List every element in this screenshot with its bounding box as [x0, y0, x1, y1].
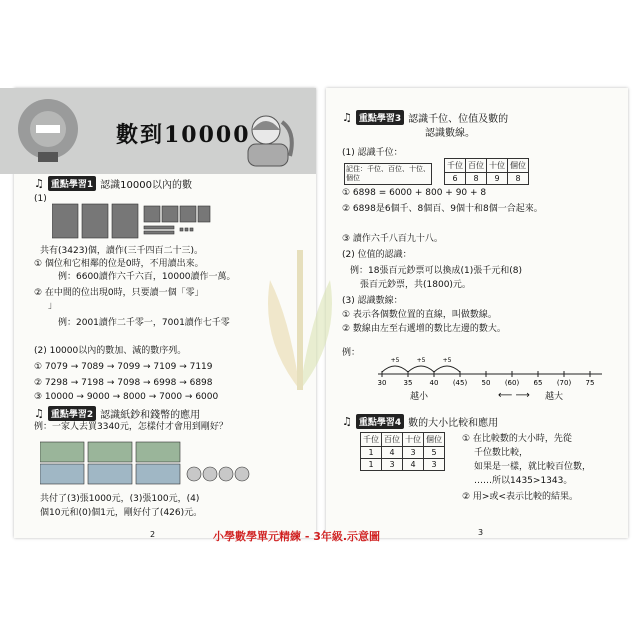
- example-label: 例：: [342, 348, 361, 358]
- section-1-heading: [34, 176, 192, 191]
- number-sequence: ③ 10000 → 9000 → 8000 → 7000 → 6000: [34, 392, 219, 402]
- money-illustration: [40, 440, 250, 486]
- table-cell: 8: [508, 173, 529, 185]
- rule-text: ① 表示各個數位置的直線，叫做數線。: [342, 310, 497, 320]
- section-title: 認識紙鈔和錢幣的應用: [100, 410, 201, 421]
- rule-text: ① 個位和它相鄰的位是0時，不用讀出來。: [34, 259, 204, 269]
- number-line-label: 30: [377, 379, 387, 386]
- section-tag: 重點學習2: [48, 406, 96, 421]
- page-number: 3: [478, 528, 484, 537]
- section-subtitle: 認識數線。: [425, 128, 475, 139]
- section-tag: 重點學習3: [356, 110, 404, 125]
- rule-text: ② 在中間的位出現0時，只要讀一個「零」: [34, 288, 204, 298]
- music-note-icon: ♫: [342, 111, 352, 124]
- table-header: 個位: [424, 433, 445, 447]
- table-cell: 4: [403, 459, 424, 471]
- count-text: 共有(3423)個，讀作(三千四百二十三)。: [40, 246, 203, 256]
- rule-text: ② 數線由左至右遞增的數比左邊的數大。: [342, 324, 506, 334]
- section-tag: 重點學習4: [356, 414, 404, 429]
- example-text: 例：18張百元鈔票可以換成(1)張千元和(8): [350, 266, 522, 276]
- section-title: 認識千位、位值及數的: [408, 114, 509, 125]
- number-line-label: 35: [403, 379, 413, 386]
- number-line: [372, 356, 608, 386]
- explanation-text: ② 6898是6個千、8個百、9個十和8個一合起來。: [342, 204, 543, 214]
- table-header: 十位: [487, 159, 508, 173]
- table-header: 百位: [382, 433, 403, 447]
- number-line-label: (45): [452, 379, 468, 386]
- item-number: (1) 認識千位：: [342, 148, 403, 158]
- table-cell: 9: [487, 173, 508, 185]
- item-number: (2) 10000以內的數加、減的數序列。: [34, 346, 187, 356]
- number-line-label: 50: [481, 379, 491, 386]
- table-header: 千位: [445, 159, 466, 173]
- table-header: 個位: [508, 159, 529, 173]
- item-number: (2) 位值的認識：: [342, 250, 412, 260]
- table-cell: 1: [361, 459, 382, 471]
- jump-arc: [434, 366, 460, 372]
- example-text: 例：2001讀作二千零一，7001讀作七千零: [58, 318, 230, 328]
- music-note-icon: ♫: [34, 177, 44, 190]
- example-text: 例：6600讀作六千六百，10000讀作一萬。: [58, 272, 236, 282]
- table-cell: 1: [361, 447, 382, 459]
- reading-text: ③ 讀作六千八百九十八。: [342, 234, 443, 244]
- page-number: 2: [150, 530, 156, 539]
- table-cell: 6: [445, 173, 466, 185]
- answer-text: 個10元和(0)個1元，剛好付了(426)元。: [40, 508, 203, 518]
- example-text: 張百元鈔票，共(1800)元。: [360, 280, 471, 290]
- note-text: ① 在比較數的大小時，先從: [462, 434, 572, 444]
- section-3-heading: [342, 110, 508, 125]
- table-cell: 3: [403, 447, 424, 459]
- table-header: 十位: [403, 433, 424, 447]
- question-text: 例：一家人去買3340元，怎樣付才會用到剛好？: [34, 422, 228, 432]
- number-line-label: 40: [429, 379, 439, 386]
- caption: 小學數學單元精練 - 3年級.示意圖: [213, 530, 381, 543]
- arrow-left-icon: ⟵ ⟶: [498, 390, 530, 401]
- expansion-text: ① 6898 = 6000 + 800 + 90 + 8: [342, 188, 487, 198]
- table-cell: 4: [382, 447, 403, 459]
- gramophone-icon: [8, 94, 88, 164]
- section-tag: 重點學習1: [48, 176, 96, 191]
- base-ten-blocks: [52, 200, 212, 242]
- chapter-title: 數到10000: [116, 122, 251, 148]
- smaller-label: 越小: [410, 392, 429, 402]
- girl-illustration: [238, 112, 300, 170]
- answer-text: 共付了(3)張1000元，(3)張100元，(4): [40, 494, 200, 504]
- item-number: (1): [34, 194, 47, 204]
- reminder-box: 記住：千位、百位、十位、個位: [344, 163, 432, 185]
- note-text: ② 用>或<表示比較的結果。: [462, 492, 579, 502]
- watermark-logo: [200, 240, 400, 400]
- rule-text-end: 」: [48, 301, 58, 311]
- table-cell: 5: [424, 447, 445, 459]
- section-title: 數的大小比較和應用: [408, 418, 499, 429]
- table-cell: 8: [466, 173, 487, 185]
- item-number: (3) 認識數線：: [342, 296, 403, 306]
- note-text: ……所以1435>1343。: [474, 476, 573, 486]
- note-text: 千位數比較，: [474, 448, 529, 458]
- number-line-label: (60): [504, 379, 520, 386]
- bigger-label: 越大: [545, 392, 564, 402]
- jump-arc: [408, 366, 434, 372]
- section-title: 認識10000以內的數: [100, 180, 192, 191]
- jump-label: +5: [416, 357, 426, 364]
- table-header: 百位: [466, 159, 487, 173]
- table-cell: 3: [382, 459, 403, 471]
- number-line-label: (70): [556, 379, 572, 386]
- note-text: 如果是一樣，就比較百位數，: [474, 462, 592, 472]
- section-2-heading: [34, 406, 200, 421]
- number-sequence: ① 7079 → 7089 → 7099 → 7109 → 7119: [34, 362, 213, 372]
- compare-table: [360, 432, 445, 471]
- place-value-table: [444, 158, 529, 185]
- number-line-label: 75: [585, 379, 595, 386]
- table-cell: 3: [424, 459, 445, 471]
- section-4-heading: [342, 414, 498, 429]
- number-sequence: ② 7298 → 7198 → 7098 → 6998 → 6898: [34, 378, 213, 388]
- jump-label: +5: [390, 357, 400, 364]
- music-note-icon: ♫: [342, 415, 352, 428]
- music-note-icon: ♫: [34, 407, 44, 420]
- jump-label: +5: [442, 357, 452, 364]
- table-header: 千位: [361, 433, 382, 447]
- number-line-label: 65: [533, 379, 543, 386]
